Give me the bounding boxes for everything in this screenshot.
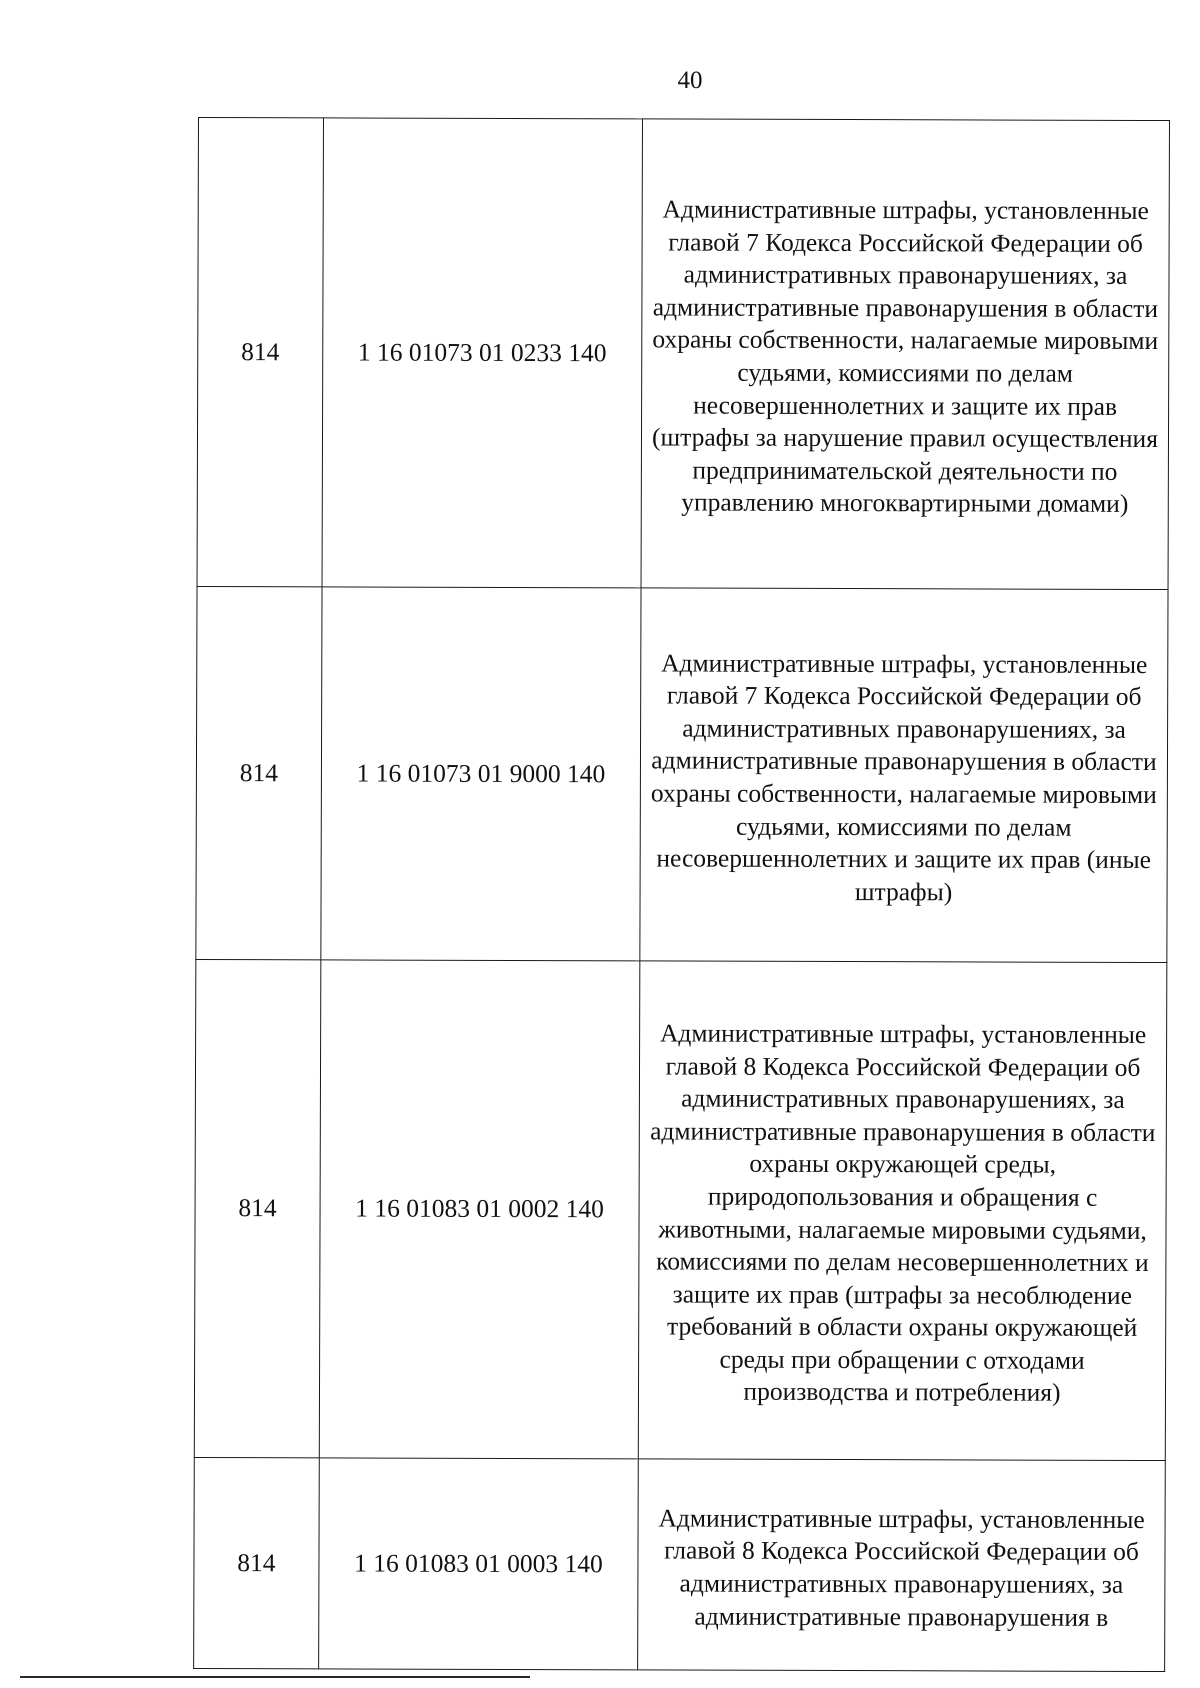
table-row — [194, 1457, 1166, 1671]
budget-codes-table — [193, 117, 1170, 1672]
description-text: Административные штрафы, установленные главой 7 Кодекса Российской Федерации об административных правонарушениях, за административные правонарушения в области охраны собственности, налагаемые мировыми судьями, комиссиями по делам несовершеннолетних и защите их прав (штрафы за нарушение правил осуществления предпринимательской деятельности по управлению многоквартирными домами) — [651, 194, 1159, 519]
kbk-code-cell: 1 16 01083 01 0002 140 — [319, 960, 640, 1459]
page-number: 40 — [677, 67, 703, 94]
kbk-code-cell: 1 16 01083 01 0003 140 — [319, 1458, 639, 1670]
kbk-code-cell: 1 16 01073 01 9000 140 — [321, 587, 641, 961]
admin-code-cell: 814 — [194, 1457, 320, 1668]
kbk-code-cell: 1 16 01073 01 0233 140 — [322, 118, 642, 588]
admin-code-cell: 814 — [196, 586, 322, 959]
description-text: Административные штрафы, установленные главой 7 Кодекса Российской Федерации об административных правонарушениях, за административные правонарушения в области охраны собственности, налагаемые мировыми судьями, комиссиями по делам несовершеннолетних и защите их прав (иные штрафы) — [650, 648, 1157, 907]
description-cell — [638, 1459, 1166, 1672]
footer-rule — [20, 1676, 530, 1678]
description-text: Административные штрафы, установленные главой 8 Кодекса Российской Федерации об административных правонарушениях, за административные правонарушения в области охраны окружающей среды, природопользования и обращения с животными, налагаемые мировыми судьями, комиссиями по делам несовершеннолетних и защите их прав (штрафы за несоблюдение требований в области охраны окружающей среды при обращении с отходами производства и потребления) — [650, 1018, 1156, 1408]
admin-code-cell: 814 — [197, 118, 323, 587]
description-cell — [638, 961, 1167, 1461]
description-cell — [641, 119, 1169, 590]
table-row — [194, 959, 1167, 1460]
table-row — [197, 118, 1169, 590]
admin-code-cell: 814 — [194, 959, 321, 1457]
description-cell — [640, 588, 1168, 963]
table-row — [196, 586, 1168, 962]
description-text: Административные штрафы, установленные главой 8 Кодекса Российской Федерации об административных правонарушениях, за административные правонарушения в — [658, 1503, 1145, 1632]
